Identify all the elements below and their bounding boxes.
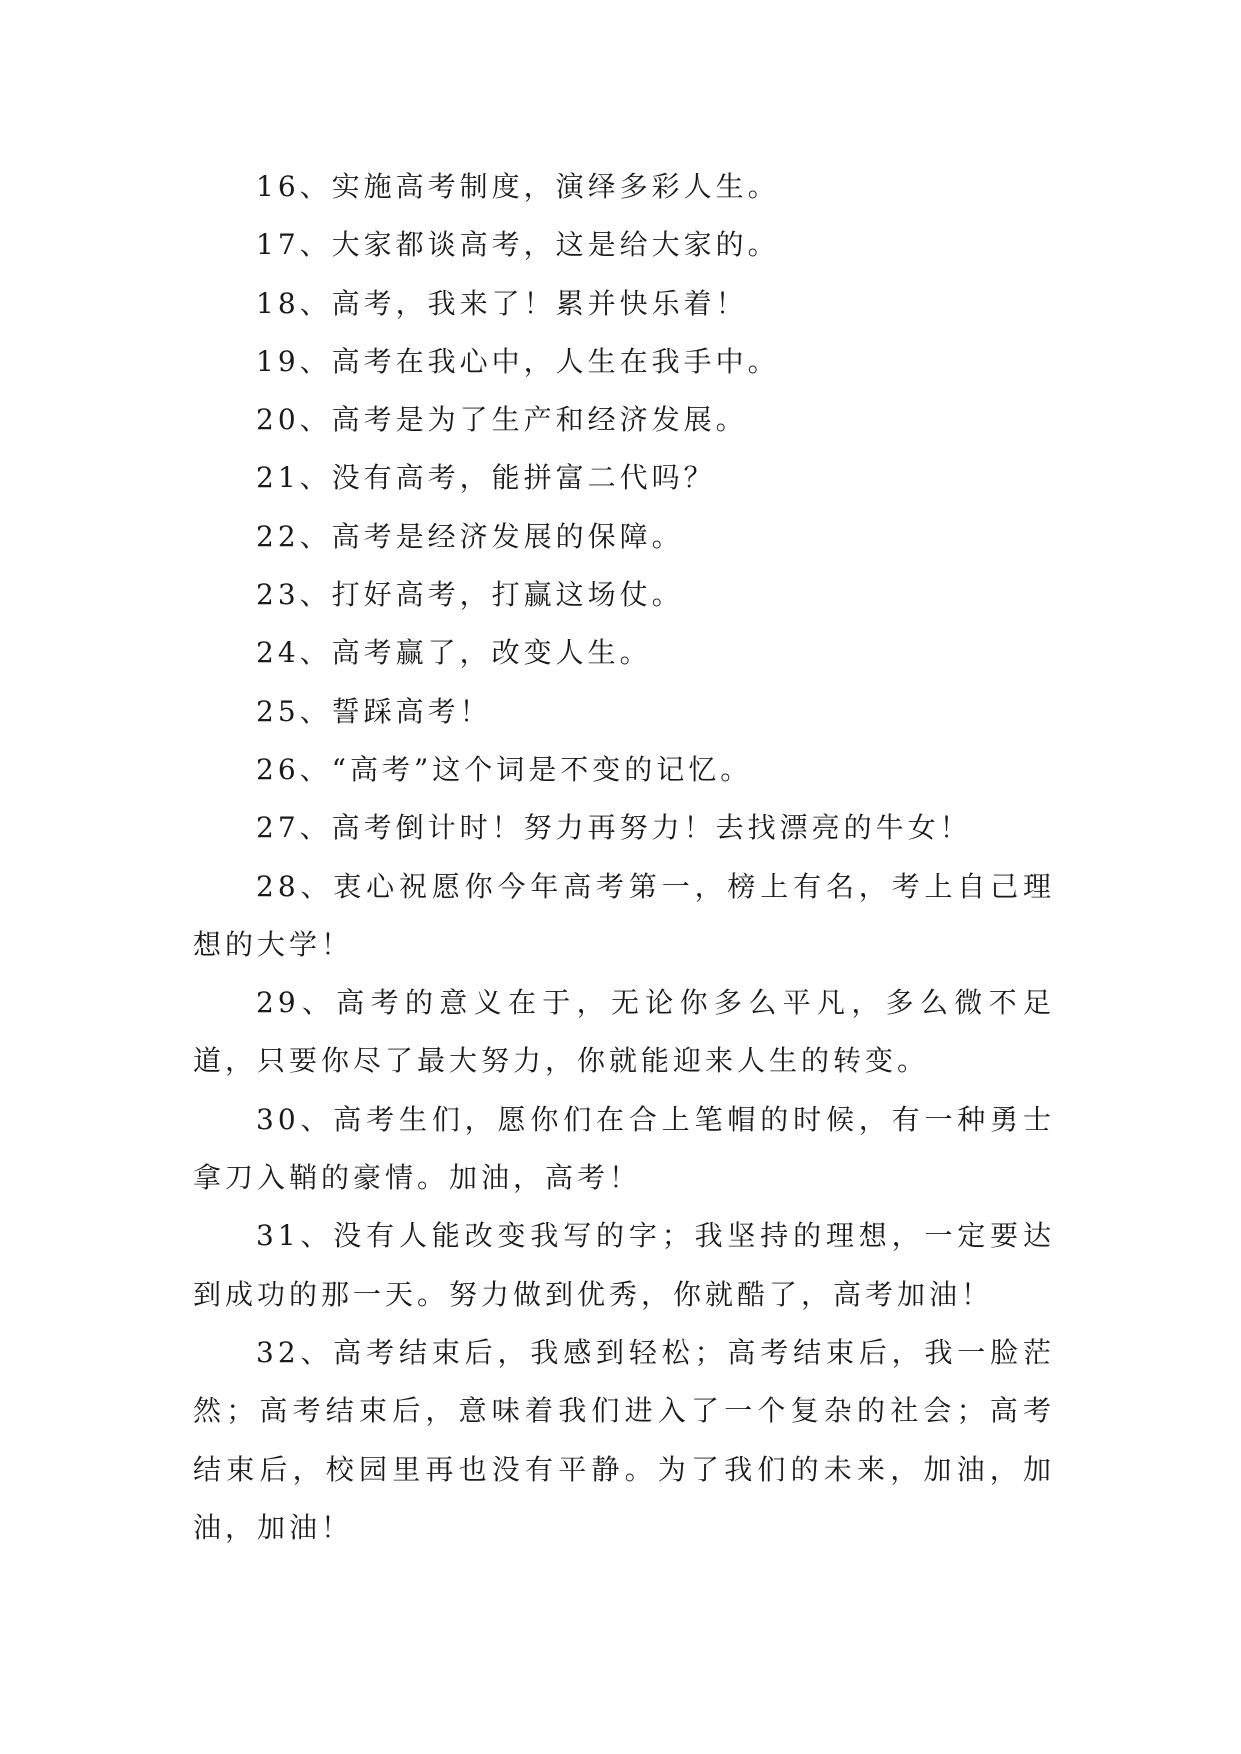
paragraph-27: 27、高考倒计时！努力再努力！去找漂亮的牛女！: [256, 811, 972, 845]
paragraph-32: 32、高考结束后，我感到轻松；高考结束后，我一脸茫然；高考结束后，意味着我们进入了一个复杂的社会；高考结束后，校园里再也没有平静。为了我们的未来，加油，加油，加油！: [193, 1335, 1055, 1544]
paragraph-31: 31、没有人能改变我写的字；我坚持的理想，一定要达到成功的那一天。努力做到优秀，你就酷了，高考加油！: [193, 1219, 1055, 1311]
paragraph-23: 23、打好高考，打赢这场仗。: [256, 578, 684, 612]
paragraph-26: 26、“高考”这个词是不变的记忆。: [256, 752, 753, 786]
paragraph-28: 28、衷心祝愿你今年高考第一，榜上有名，考上自己理想的大学！: [193, 869, 1055, 961]
paragraph-22: 22、高考是经济发展的保障。: [256, 519, 684, 553]
paragraph-19: 19、高考在我心中，人生在我手中。: [256, 344, 780, 378]
paragraph-17: 17、大家都谈高考，这是给大家的。: [256, 228, 780, 262]
paragraph-29: 29、高考的意义在于，无论你多么平凡，多么微不足道，只要你尽了最大努力，你就能迎来人生的转变。: [193, 986, 1055, 1078]
paragraph-20: 20、高考是为了生产和经济发展。: [256, 403, 748, 437]
document-body: [193, 158, 1055, 1557]
paragraph-16: 16、实施高考制度，演绎多彩人生。: [256, 170, 780, 203]
paragraph-25: 25、誓踩高考！: [256, 694, 492, 728]
paragraph-30: 30、高考生们，愿你们在合上笔帽的时候，有一种勇士拿刀入鞘的豪情。加油，高考！: [193, 1102, 1055, 1195]
paragraph-24: 24、高考赢了，改变人生。: [256, 636, 652, 670]
paragraph-18: 18、高考，我来了！累并快乐着！: [256, 286, 748, 320]
paragraph-21: 21、没有高考，能拼富二代吗？: [256, 461, 716, 495]
